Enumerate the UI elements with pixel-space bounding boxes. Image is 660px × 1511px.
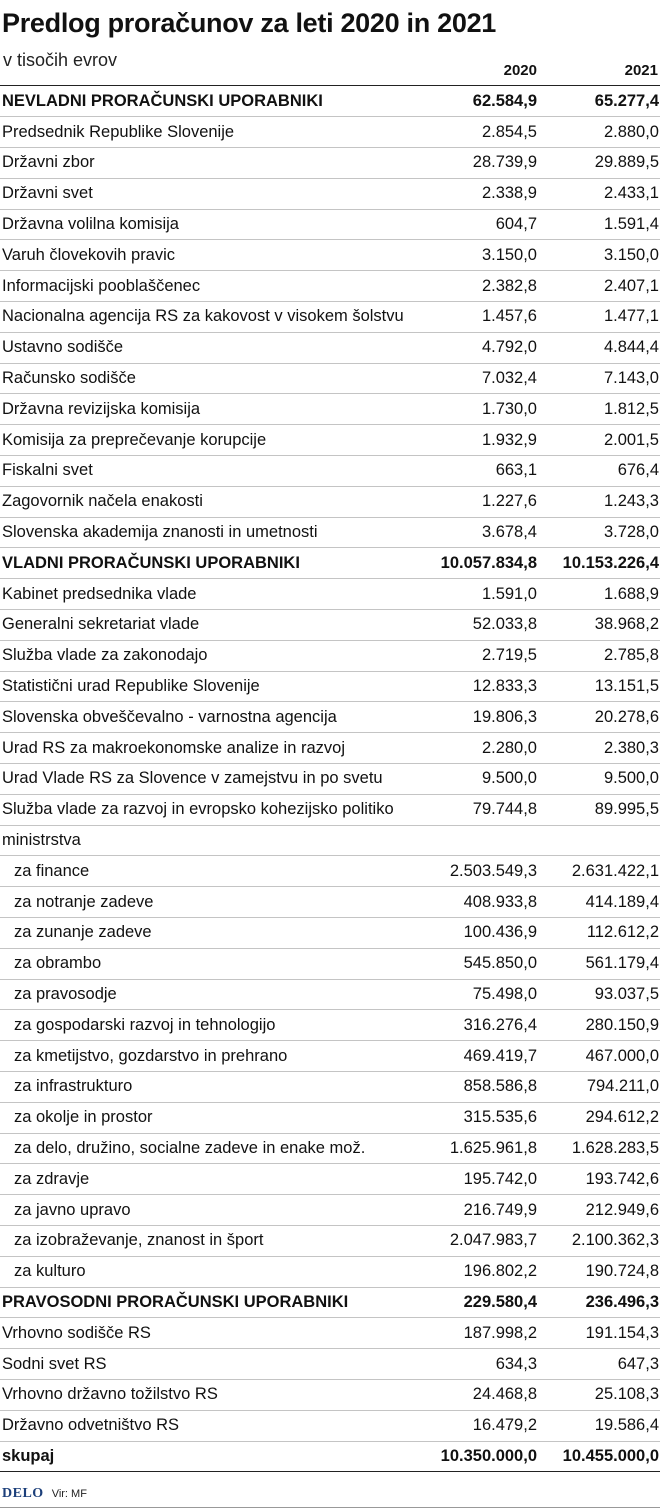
grand-total-row (0, 1441, 660, 1472)
value-2020: 1.457,6 (420, 302, 540, 333)
value-2020: 2.503.549,3 (420, 856, 540, 887)
table-row (0, 178, 660, 209)
value-2020: 216.749,9 (420, 1195, 540, 1226)
value-2020: 1.227,6 (420, 486, 540, 517)
value-2020: 2.854,5 (420, 117, 540, 148)
value-2021: 4.844,4 (540, 332, 660, 363)
row-label: VLADNI PRORAČUNSKI UPORABNIKI (0, 548, 420, 579)
table-row (0, 1195, 660, 1226)
value-2021: 191.154,3 (540, 1318, 660, 1349)
value-2020: 2.280,0 (420, 733, 540, 764)
table-row (0, 979, 660, 1010)
table-row (0, 856, 660, 887)
value-2020: 545.850,0 (420, 948, 540, 979)
row-label: Državni svet (0, 178, 420, 209)
table-row (0, 117, 660, 148)
value-2021: 1.591,4 (540, 209, 660, 240)
footer (2, 1484, 87, 1504)
value-2020: 3.678,4 (420, 517, 540, 548)
table-row (0, 1256, 660, 1287)
row-label: za finance (0, 856, 420, 887)
row-label: Služba vlade za razvoj in evropsko kohezijsko politiko (0, 794, 420, 825)
table-row (0, 733, 660, 764)
table-row (0, 302, 660, 333)
table-row (0, 1318, 660, 1349)
value-2021: 112.612,2 (540, 918, 660, 949)
value-2021: 2.880,0 (540, 117, 660, 148)
row-label: Vrhovno sodišče RS (0, 1318, 420, 1349)
table-row (0, 1041, 660, 1072)
row-label: Statistični urad Republike Slovenije (0, 671, 420, 702)
row-label: za kulturo (0, 1256, 420, 1287)
table-row (0, 271, 660, 302)
budget-table (0, 86, 660, 1472)
value-2020: 9.500,0 (420, 764, 540, 795)
row-label: za infrastrukturo (0, 1072, 420, 1103)
table-row (0, 764, 660, 795)
row-label: za izobraževanje, znanost in šport (0, 1225, 420, 1256)
row-label: za zunanje zadeve (0, 918, 420, 949)
value-2020: 24.468,8 (420, 1379, 540, 1410)
value-2020: 79.744,8 (420, 794, 540, 825)
value-2021: 2.631.422,1 (540, 856, 660, 887)
value-2021: 7.143,0 (540, 363, 660, 394)
value-2021: 236.496,3 (540, 1287, 660, 1318)
row-label: za notranje zadeve (0, 887, 420, 918)
value-2021: 1.688,9 (540, 579, 660, 610)
row-label: za pravosodje (0, 979, 420, 1010)
value-2021: 794.211,0 (540, 1072, 660, 1103)
value-2020: 634,3 (420, 1349, 540, 1380)
value-2020: 2.338,9 (420, 178, 540, 209)
row-label: Služba vlade za zakonodajo (0, 640, 420, 671)
value-2021: 65.277,4 (540, 86, 660, 117)
table-row (0, 363, 660, 394)
value-2020: 52.033,8 (420, 610, 540, 641)
value-2021: 1.243,3 (540, 486, 660, 517)
row-label: Kabinet predsednika vlade (0, 579, 420, 610)
value-2020: 2.047.983,7 (420, 1225, 540, 1256)
value-2020: 195.742,0 (420, 1164, 540, 1195)
value-2021: 38.968,2 (540, 610, 660, 641)
source-note: Vir: MF (51, 1488, 87, 1500)
value-2020: 16.479,2 (420, 1410, 540, 1441)
row-label: Nacionalna agencija RS za kakovost v visokem šolstvu (0, 302, 420, 333)
table-row (0, 1072, 660, 1103)
value-2021: 2.785,8 (540, 640, 660, 671)
unit-subtitle: v tisočih evrov (3, 50, 118, 70)
row-label: Državna revizijska komisija (0, 394, 420, 425)
footer-divider (0, 1507, 660, 1508)
table-row (0, 394, 660, 425)
row-label: Urad RS za makroekonomske analize in razvoj (0, 733, 420, 764)
section-total-row (0, 86, 660, 117)
value-2020: 75.498,0 (420, 979, 540, 1010)
table-row (0, 702, 660, 733)
row-label: Ustavno sodišče (0, 332, 420, 363)
value-2020 (420, 825, 540, 856)
value-2020: 408.933,8 (420, 887, 540, 918)
value-2020: 315.535,6 (420, 1102, 540, 1133)
row-label: Državno odvetništvo RS (0, 1410, 420, 1441)
row-label: skupaj (0, 1441, 420, 1472)
value-2020: 858.586,8 (420, 1072, 540, 1103)
value-2021: 29.889,5 (540, 148, 660, 179)
table-row (0, 425, 660, 456)
value-2020: 2.382,8 (420, 271, 540, 302)
budget-table-body (0, 86, 660, 1472)
value-2021: 294.612,2 (540, 1102, 660, 1133)
table-row (0, 148, 660, 179)
value-2021: 10.455.000,0 (540, 1441, 660, 1472)
table-row (0, 794, 660, 825)
row-label: za kmetijstvo, gozdarstvo in prehrano (0, 1041, 420, 1072)
value-2021: 10.153.226,4 (540, 548, 660, 579)
value-2021: 9.500,0 (540, 764, 660, 795)
row-label: Državna volilna komisija (0, 209, 420, 240)
value-2020: 604,7 (420, 209, 540, 240)
row-label: za javno upravo (0, 1195, 420, 1226)
value-2021: 561.179,4 (540, 948, 660, 979)
table-row (0, 918, 660, 949)
section-total-row (0, 1287, 660, 1318)
row-label: Državni zbor (0, 148, 420, 179)
value-2021: 25.108,3 (540, 1379, 660, 1410)
value-2021: 2.380,3 (540, 733, 660, 764)
table-row (0, 671, 660, 702)
column-header-2020: 2020 (503, 62, 537, 79)
value-2021: 467.000,0 (540, 1041, 660, 1072)
table-row (0, 1102, 660, 1133)
table-row (0, 948, 660, 979)
table-row (0, 1379, 660, 1410)
column-header-2021: 2021 (624, 62, 658, 79)
value-2020: 663,1 (420, 456, 540, 487)
value-2020: 12.833,3 (420, 671, 540, 702)
table-row (0, 579, 660, 610)
value-2021 (540, 825, 660, 856)
value-2021: 2.100.362,3 (540, 1225, 660, 1256)
value-2021: 93.037,5 (540, 979, 660, 1010)
row-label: Računsko sodišče (0, 363, 420, 394)
table-row (0, 517, 660, 548)
value-2021: 3.150,0 (540, 240, 660, 271)
value-2020: 3.150,0 (420, 240, 540, 271)
table-row (0, 610, 660, 641)
value-2020: 316.276,4 (420, 1010, 540, 1041)
section-total-row (0, 548, 660, 579)
row-label: Varuh človekovih pravic (0, 240, 420, 271)
delo-logo: DELO (2, 1486, 44, 1501)
table-row (0, 486, 660, 517)
value-2021: 2.407,1 (540, 271, 660, 302)
table-row (0, 887, 660, 918)
value-2020: 19.806,3 (420, 702, 540, 733)
row-label: za delo, družino, socialne zadeve in enake mož. (0, 1133, 420, 1164)
table-row (0, 1410, 660, 1441)
value-2020: 10.057.834,8 (420, 548, 540, 579)
value-2020: 100.436,9 (420, 918, 540, 949)
value-2021: 1.812,5 (540, 394, 660, 425)
value-2021: 2.001,5 (540, 425, 660, 456)
table-row (0, 456, 660, 487)
row-label: Zagovornik načela enakosti (0, 486, 420, 517)
value-2021: 647,3 (540, 1349, 660, 1380)
value-2020: 196.802,2 (420, 1256, 540, 1287)
table-row (0, 209, 660, 240)
table-row (0, 1133, 660, 1164)
value-2020: 4.792,0 (420, 332, 540, 363)
value-2021: 20.278,6 (540, 702, 660, 733)
row-label: za obrambo (0, 948, 420, 979)
table-row (0, 640, 660, 671)
row-label: Komisija za preprečevanje korupcije (0, 425, 420, 456)
row-label: ministrstva (0, 825, 420, 856)
row-label: NEVLADNI PRORAČUNSKI UPORABNIKI (0, 86, 420, 117)
row-label: za okolje in prostor (0, 1102, 420, 1133)
row-label: Generalni sekretariat vlade (0, 610, 420, 641)
row-label: Slovenska akademija znanosti in umetnosti (0, 517, 420, 548)
page-title: Predlog proračunov za leti 2020 in 2021 (2, 8, 496, 38)
row-label: PRAVOSODNI PRORAČUNSKI UPORABNIKI (0, 1287, 420, 1318)
value-2021: 1.628.283,5 (540, 1133, 660, 1164)
value-2021: 414.189,4 (540, 887, 660, 918)
value-2020: 1.730,0 (420, 394, 540, 425)
value-2020: 62.584,9 (420, 86, 540, 117)
row-label: za zdravje (0, 1164, 420, 1195)
value-2020: 1.625.961,8 (420, 1133, 540, 1164)
value-2020: 1.932,9 (420, 425, 540, 456)
row-label: za gospodarski razvoj in tehnologijo (0, 1010, 420, 1041)
row-label: Fiskalni svet (0, 456, 420, 487)
value-2021: 89.995,5 (540, 794, 660, 825)
value-2021: 280.150,9 (540, 1010, 660, 1041)
row-label: Vrhovno državno tožilstvo RS (0, 1379, 420, 1410)
value-2020: 229.580,4 (420, 1287, 540, 1318)
value-2020: 469.419,7 (420, 1041, 540, 1072)
value-2021: 193.742,6 (540, 1164, 660, 1195)
table-row (0, 1225, 660, 1256)
value-2020: 10.350.000,0 (420, 1441, 540, 1472)
value-2020: 7.032,4 (420, 363, 540, 394)
value-2021: 19.586,4 (540, 1410, 660, 1441)
table-row (0, 240, 660, 271)
row-label: Sodni svet RS (0, 1349, 420, 1380)
value-2021: 3.728,0 (540, 517, 660, 548)
value-2021: 190.724,8 (540, 1256, 660, 1287)
table-row (0, 332, 660, 363)
group-label-row (0, 825, 660, 856)
value-2021: 13.151,5 (540, 671, 660, 702)
row-label: Predsednik Republike Slovenije (0, 117, 420, 148)
value-2021: 212.949,6 (540, 1195, 660, 1226)
value-2020: 2.719,5 (420, 640, 540, 671)
value-2021: 1.477,1 (540, 302, 660, 333)
row-label: Urad Vlade RS za Slovence v zamejstvu in po svetu (0, 764, 420, 795)
row-label: Slovenska obveščevalno - varnostna agencija (0, 702, 420, 733)
value-2020: 1.591,0 (420, 579, 540, 610)
value-2021: 2.433,1 (540, 178, 660, 209)
table-row (0, 1010, 660, 1041)
value-2021: 676,4 (540, 456, 660, 487)
table-row (0, 1164, 660, 1195)
table-row (0, 1349, 660, 1380)
value-2020: 187.998,2 (420, 1318, 540, 1349)
value-2020: 28.739,9 (420, 148, 540, 179)
row-label: Informacijski pooblaščenec (0, 271, 420, 302)
